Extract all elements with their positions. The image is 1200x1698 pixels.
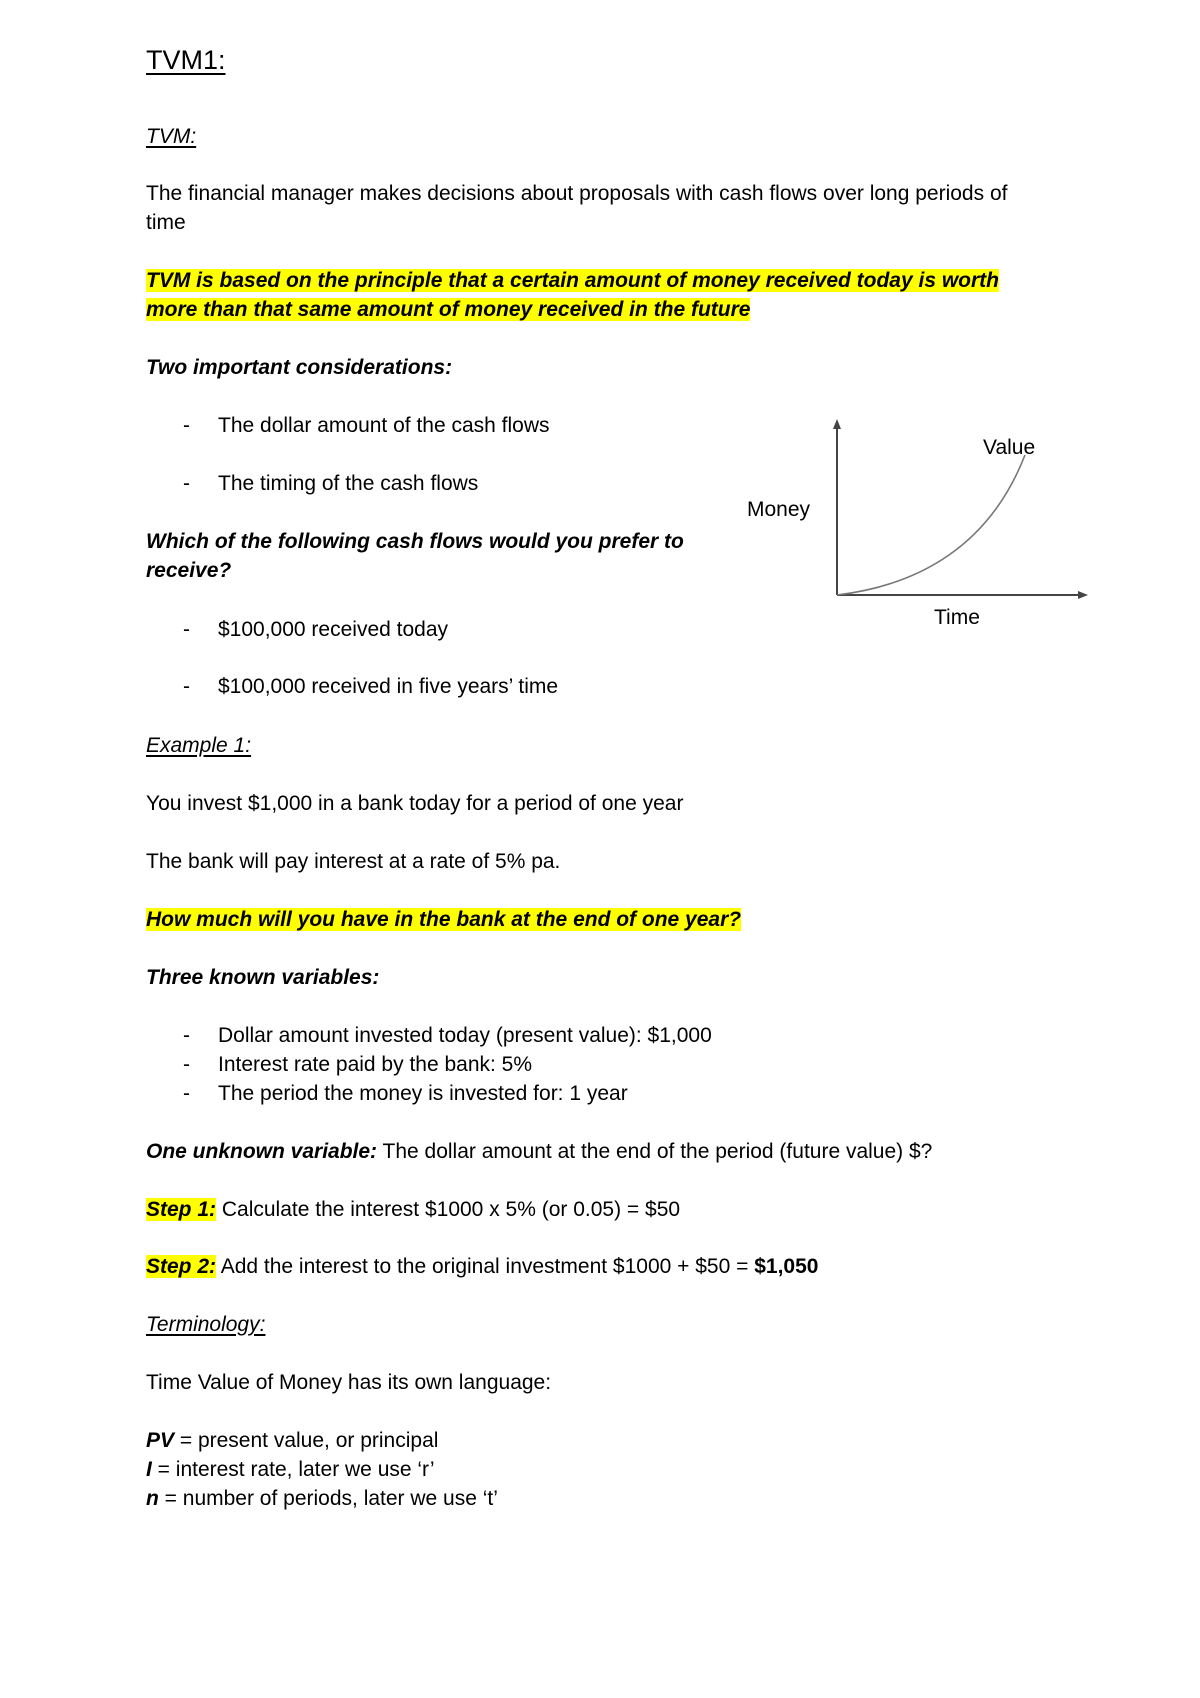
x-axis-arrow [1078,591,1088,599]
term-i [146,1455,435,1484]
prefer-question-line-2: receive? [146,559,232,582]
step-1-label: Step 1: [146,1198,217,1221]
term-pv-definition: = present value, or principal [174,1429,439,1452]
step-2-line [146,1252,818,1281]
curve-label: Value [983,436,1036,459]
y-axis-arrow [833,419,841,429]
step-2-label: Step 2: [146,1255,217,1278]
prefer-option-2: $100,000 received in five years’ time [218,675,559,698]
x-axis-label: Time [934,606,980,629]
term-n [146,1484,498,1513]
principle-line-2 [146,295,750,324]
term-i-name: I [146,1458,152,1481]
step-2-text: Add the interest to the original investment $1000 + $50 = [216,1255,755,1278]
intro-line-1: The financial manager makes decisions about proposals with cash flows over long periods of [146,182,1008,205]
bullet-dash: - [183,1053,190,1076]
step-2-result: $1,050 [754,1255,819,1278]
example-line-1: You invest $1,000 in a bank today for a period of one year [146,792,684,815]
example-question [146,905,741,934]
known-variable-2: Interest rate paid by the bank: 5% [218,1053,533,1076]
y-axis-label: Money [747,498,811,521]
step-1-line [146,1195,680,1224]
known-variable-1: Dollar amount invested today (present value): $1,000 [218,1024,712,1047]
known-variable-3: The period the money is invested for: 1 year [218,1082,628,1105]
terminology-intro: Time Value of Money has its own language: [146,1371,552,1394]
step-1-text: Calculate the interest $1000 x 5% (or 0.05) = $50 [216,1198,681,1221]
example-heading: Example 1: [146,734,252,757]
principle-line-1 [146,266,999,295]
value-curve [837,455,1025,595]
principle-text-1: TVM is based on the principle that a certain amount of money received today is worth [146,269,1000,292]
page-title: TVM1: [146,45,226,75]
consideration-item-1: The dollar amount of the cash flows [218,414,550,437]
time-value-diagram [740,415,1100,635]
unknown-variable-line [146,1137,932,1166]
term-n-definition: = number of periods, later we use ‘t’ [158,1487,498,1510]
example-question-text: How much will you have in the bank at the end of one year? [146,908,742,931]
prefer-question-line-1: Which of the following cash flows would you prefer to [146,530,684,553]
term-pv [146,1426,438,1455]
bullet-dash: - [183,472,190,495]
considerations-heading: Two important considerations: [146,356,453,379]
term-n-name: n [146,1487,159,1510]
unknown-text: The dollar amount at the end of the period (future value) $? [377,1140,933,1163]
prefer-option-1: $100,000 received today [218,618,449,641]
bullet-dash: - [183,1024,190,1047]
consideration-item-2: The timing of the cash flows [218,472,479,495]
principle-text-2: more than that same amount of money received in the future [146,298,751,321]
term-i-definition: = interest rate, later we use ‘r’ [151,1458,435,1481]
bullet-dash: - [183,675,190,698]
bullet-dash: - [183,618,190,641]
unknown-label: One unknown variable: [146,1140,378,1163]
term-pv-name: PV [146,1429,175,1452]
terminology-heading: Terminology: [146,1313,266,1336]
known-heading: Three known variables: [146,966,380,989]
section-heading: TVM: [146,125,197,148]
intro-line-2: time [146,211,186,234]
bullet-dash: - [183,414,190,437]
bullet-dash: - [183,1082,190,1105]
example-line-2: The bank will pay interest at a rate of 5% pa. [146,850,561,873]
